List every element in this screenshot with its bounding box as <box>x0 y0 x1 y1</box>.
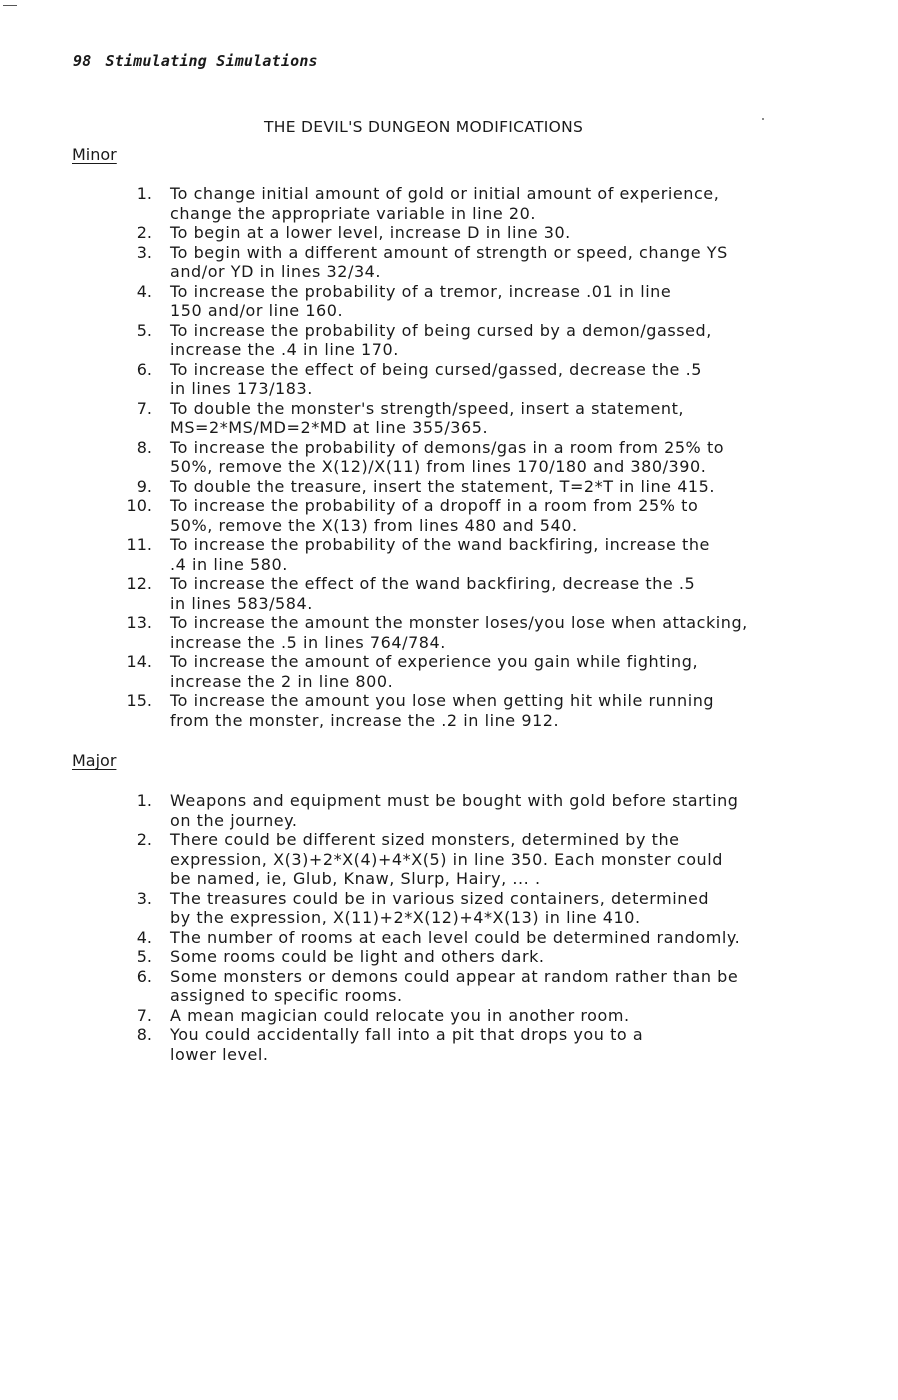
item-text: Weapons and equipment must be bought with gold before starting on the journey. <box>170 791 739 830</box>
major-section-heading: Major <box>72 751 117 770</box>
item-number: 5. <box>136 320 152 340</box>
item-number: 13. <box>126 613 152 632</box>
item-text: To double the monster's strength/speed, insert a statement, MS=2*MS/MD=2*MD at line 355/365. <box>170 398 685 437</box>
item-number: 7. <box>136 1005 152 1025</box>
item-text: To increase the amount the monster loses/you lose when attacking, increase the .5 in lines 764/784. <box>170 613 748 652</box>
item-number: 10. <box>126 496 152 515</box>
item-text: You could accidentally fall into a pit that drops you to a lower level. <box>170 1025 644 1064</box>
scan-corner-mark <box>3 5 17 6</box>
item-text: To increase the effect of being cursed/gassed, decrease the .5 in lines 173/183. <box>170 359 702 398</box>
item-text: To increase the amount you lose when getting hit while running from the monster, increase the .2 in line 912. <box>170 691 715 730</box>
item-text: To double the treasure, insert the statement, T=2*T in line 415. <box>170 476 716 496</box>
item-text: To increase the effect of the wand backfiring, decrease the .5 in lines 583/584. <box>170 574 696 613</box>
item-text: To increase the probability of the wand backfiring, increase the .4 in line 580. <box>170 535 710 574</box>
item-number: 14. <box>126 652 152 671</box>
item-text: To increase the probability of demons/gas in a room from 25% to 50%, remove the X(12)/X(11) from lines 170/180 and 380/390. <box>170 437 725 476</box>
running-title: Stimulating Simulations <box>105 52 318 70</box>
item-text: There could be different sized monsters, determined by the expression, X(3)+2*X(4)+4*X(5) in line 350. Each monster could be named, ie, Glub, Knaw, Slurp, Hairy, ... . <box>170 830 723 888</box>
item-number: 7. <box>136 398 152 418</box>
item-text: To increase the probability of a tremor, increase .01 in line 150 and/or line 160. <box>170 281 672 320</box>
item-text: Some monsters or demons could appear at random rather than be assigned to specific rooms. <box>170 966 739 1005</box>
item-number: 1. <box>136 184 152 203</box>
page-number: 98 <box>73 52 92 70</box>
item-text: To increase the probability of being cursed by a demon/gassed, increase the .4 in line 170. <box>170 320 712 359</box>
item-text: To increase the amount of experience you gain while fighting, increase the 2 in line 800. <box>170 652 699 691</box>
item-number: 9. <box>136 476 152 496</box>
item-number: 3. <box>136 888 152 908</box>
running-header <box>73 52 318 70</box>
item-number: 3. <box>136 242 152 262</box>
item-text: The treasures could be in various sized containers, determined by the expression, X(11)+2*X(12)+4*X(13) in line 410. <box>170 888 710 927</box>
item-text: To begin with a different amount of strength or speed, change YS and/or YD in lines 32/34. <box>170 242 728 281</box>
item-number: 8. <box>136 437 152 457</box>
item-number: 8. <box>136 1025 152 1044</box>
item-number: 6. <box>136 359 152 379</box>
item-number: 6. <box>136 966 152 986</box>
item-text: To change initial amount of gold or initial amount of experience, change the appropriate variable in line 20. <box>170 184 720 223</box>
item-number: 11. <box>126 535 152 554</box>
item-number: 1. <box>136 791 152 810</box>
item-number: 5. <box>136 947 152 966</box>
item-number: 15. <box>126 691 152 710</box>
document-title: THE DEVIL'S DUNGEON MODIFICATIONS <box>264 118 584 136</box>
item-text: Some rooms could be light and others dark. <box>170 947 545 966</box>
item-number: 12. <box>126 574 152 593</box>
item-number: 2. <box>136 223 152 242</box>
scan-speck <box>762 118 764 120</box>
item-text: To begin at a lower level, increase D in line 30. <box>170 223 571 242</box>
item-number: 4. <box>136 927 152 947</box>
item-number: 4. <box>136 281 152 301</box>
minor-section-heading: Minor <box>72 145 117 164</box>
item-text: The number of rooms at each level could be determined randomly. <box>170 927 741 947</box>
item-text: A mean magician could relocate you in another room. <box>170 1005 630 1025</box>
item-number: 2. <box>136 830 152 849</box>
item-text: To increase the probability of a dropoff in a room from 25% to 50%, remove the X(13) from lines 480 and 540. <box>170 496 699 535</box>
